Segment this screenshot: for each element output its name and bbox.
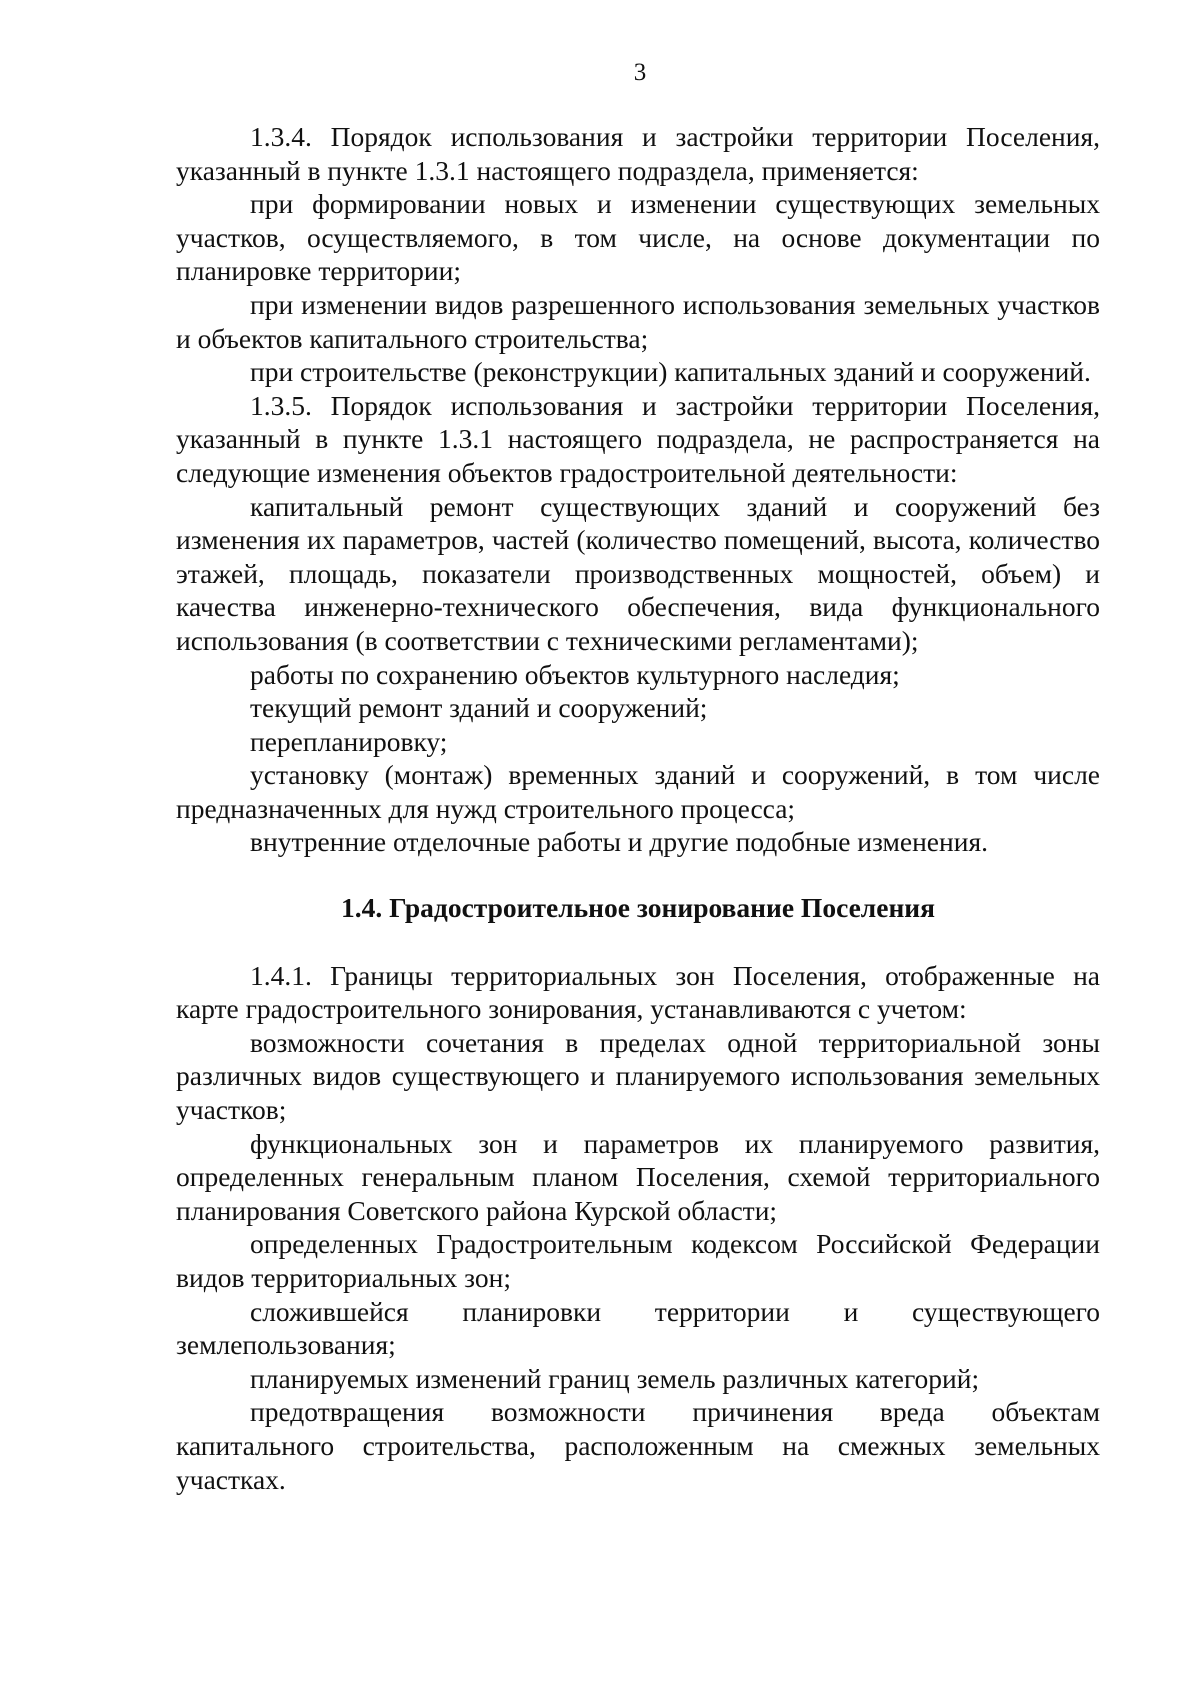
- section-heading-1-4: 1.4. Градостроительное зонирование Поселения: [340, 892, 936, 924]
- list-item: текущий ремонт зданий и сооружений;: [250, 692, 708, 724]
- list-item: при формировании новых и изменении существующих земельных участков, осуществляемого, в том числе, на основе документации по планировке территории;: [176, 188, 1100, 287]
- list-item: внутренние отделочные работы и другие подобные изменения.: [250, 826, 988, 858]
- paragraph-1-3-5: 1.3.5. Порядок использования и застройки территории Поселения, указанный в пункте 1.3.1 настоящего подраздела, не распространяется на следующие изменения объектов градостроительной деятельности:: [176, 389, 1100, 488]
- list-item: при изменении видов разрешенного использования земельных участков и объектов капитального строительства;: [176, 288, 1100, 354]
- list-item: капитальный ремонт существующих зданий и сооружений без изменения их параметров, частей (количество помещений, высота, количество этажей, площадь, показатели производственных мощностей, объем) и качества инженерно-технического обеспечения, вида функционального использования (в соответствии с техническими регламентами);: [176, 490, 1100, 656]
- list-item: определенных Градостроительным кодексом Российской Федерации видов территориальных зон;: [176, 1228, 1100, 1293]
- paragraph-1-4-1: 1.4.1. Границы территориальных зон Поселения, отображенные на карте градостроительного зонирования, устанавливаются с учетом:: [176, 959, 1100, 1025]
- list-item: функциональных зон и параметров их планируемого развития, определенных генеральным планом Поселения, схемой территориального планирования Советского района Курской области;: [176, 1127, 1100, 1226]
- list-item: перепланировку;: [250, 725, 448, 757]
- paragraph-1-3-4: 1.3.4. Порядок использования и застройки территории Поселения, указанный в пункте 1.3.1 настоящего подраздела, применяется:: [176, 121, 1100, 186]
- list-item: установку (монтаж) временных зданий и сооружений, в том числе предназначенных для нужд строительного процесса;: [176, 759, 1100, 824]
- page-number: 3: [633, 59, 647, 86]
- list-item: сложившейся планировки территории и существующего землепользования;: [176, 1295, 1100, 1361]
- list-item: планируемых изменений границ земель различных категорий;: [250, 1362, 980, 1394]
- document-body: [176, 120, 1100, 1496]
- list-item: работы по сохранению объектов культурного наследия;: [250, 658, 900, 690]
- list-item: возможности сочетания в пределах одной территориальной зоны различных видов существующего и планируемого использования земельных участков;: [176, 1026, 1100, 1126]
- list-item: предотвращения возможности причинения вреда объектам капитального строительства, расположенным на смежных земельных участках.: [176, 1396, 1100, 1495]
- list-item: при строительстве (реконструкции) капитальных зданий и сооружений.: [250, 356, 1091, 388]
